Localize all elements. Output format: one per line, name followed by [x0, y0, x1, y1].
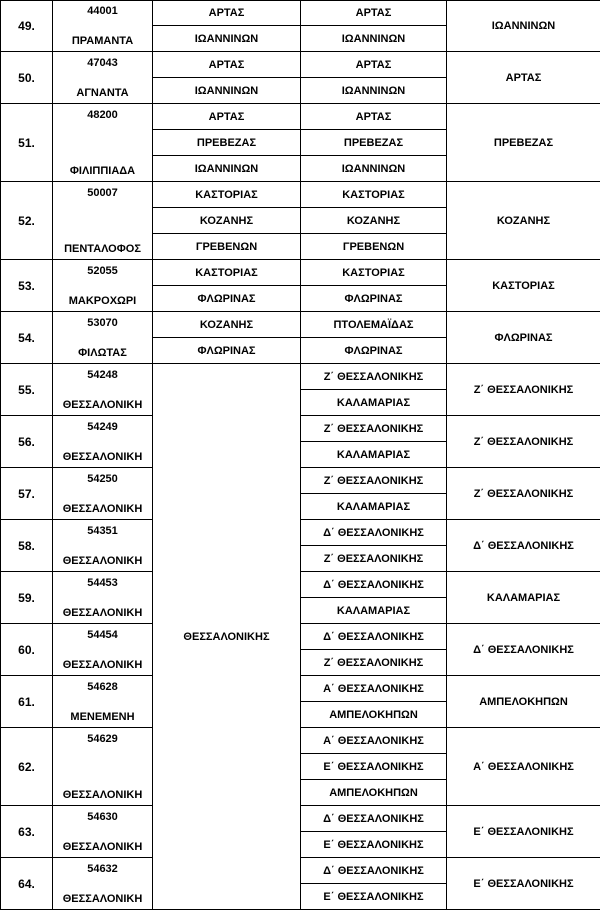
- sub-office-left: ΙΩΑΝΝΙΝΩΝ: [153, 26, 301, 52]
- location-gap: [53, 277, 152, 295]
- sub-office-right: Δ΄ ΘΕΣΣΑΛΟΝΙΚΗΣ: [301, 520, 447, 546]
- sub-office-left: ΚΟΖΑΝΗΣ: [153, 312, 301, 338]
- town-name: ΘΕΣΣΑΛΟΝΙΚΗ: [53, 841, 152, 853]
- responsible-office: ΠΡΕΒΕΖΑΣ: [447, 104, 600, 182]
- entry-number: 49.: [1, 1, 53, 52]
- location-gap: [53, 745, 152, 789]
- entry-number: 51.: [1, 104, 53, 182]
- entry-number: 58.: [1, 520, 53, 572]
- postal-code: 54630: [53, 811, 152, 823]
- town-name: ΘΕΣΣΑΛΟΝΙΚΗ: [53, 659, 152, 671]
- table-row: [1, 1, 600, 26]
- postal-code: 54629: [53, 733, 152, 745]
- entry-number: 57.: [1, 468, 53, 520]
- sub-office-left: ΑΡΤΑΣ: [153, 104, 301, 130]
- sub-office-right: ΚΑΛΑΜΑΡΙΑΣ: [301, 390, 447, 416]
- table-row: [1, 572, 600, 598]
- responsible-office: ΦΛΩΡΙΝΑΣ: [447, 312, 600, 364]
- entry-number: 53.: [1, 260, 53, 312]
- postal-code: 54249: [53, 421, 152, 433]
- sub-office-right: Ζ΄ ΘΕΣΣΑΛΟΝΙΚΗΣ: [301, 650, 447, 676]
- town-name: ΘΕΣΣΑΛΟΝΙΚΗ: [53, 607, 152, 619]
- location-cell: [53, 468, 153, 520]
- location-gap: [53, 433, 152, 451]
- entry-number: 50.: [1, 52, 53, 104]
- location-cell: [53, 182, 153, 260]
- location-gap: [53, 537, 152, 555]
- responsible-office: ΚΑΛΑΜΑΡΙΑΣ: [447, 572, 600, 624]
- location-cell: [53, 364, 153, 416]
- entry-number: 55.: [1, 364, 53, 416]
- sub-office-right: ΙΩΑΝΝΙΝΩΝ: [301, 156, 447, 182]
- responsible-office: ΙΩΑΝΝΙΝΩΝ: [447, 1, 600, 52]
- location-cell: [53, 260, 153, 312]
- town-name: ΠΕΝΤΑΛΟΦΟΣ: [53, 243, 152, 255]
- sub-office-left: ΚΟΖΑΝΗΣ: [153, 208, 301, 234]
- location-cell: [53, 806, 153, 858]
- sub-office-left: ΚΑΣΤΟΡΙΑΣ: [153, 182, 301, 208]
- sub-office-right: Ζ΄ ΘΕΣΣΑΛΟΝΙΚΗΣ: [301, 468, 447, 494]
- sub-office-right: Δ΄ ΘΕΣΣΑΛΟΝΙΚΗΣ: [301, 806, 447, 832]
- responsible-office: Δ΄ ΘΕΣΣΑΛΟΝΙΚΗΣ: [447, 624, 600, 676]
- postal-code: 54453: [53, 577, 152, 589]
- location-cell: [53, 676, 153, 728]
- table-row: [1, 52, 600, 78]
- sub-office-left: ΙΩΑΝΝΙΝΩΝ: [153, 78, 301, 104]
- table-row: [1, 806, 600, 832]
- responsible-office: Ε΄ ΘΕΣΣΑΛΟΝΙΚΗΣ: [447, 806, 600, 858]
- town-name: ΘΕΣΣΑΛΟΝΙΚΗ: [53, 789, 152, 801]
- location-gap: [53, 199, 152, 243]
- responsible-office: Ζ΄ ΘΕΣΣΑΛΟΝΙΚΗΣ: [447, 416, 600, 468]
- location-gap: [53, 17, 152, 35]
- postal-code: 48200: [53, 109, 152, 121]
- sub-office-right: Α΄ ΘΕΣΣΑΛΟΝΙΚΗΣ: [301, 676, 447, 702]
- location-cell: [53, 572, 153, 624]
- postal-code: 44001: [53, 5, 152, 17]
- sub-office-right: ΚΟΖΑΝΗΣ: [301, 208, 447, 234]
- sub-office-right: Δ΄ ΘΕΣΣΑΛΟΝΙΚΗΣ: [301, 858, 447, 884]
- town-name: ΘΕΣΣΑΛΟΝΙΚΗ: [53, 893, 152, 905]
- sub-office-left: ΠΡΕΒΕΖΑΣ: [153, 130, 301, 156]
- sub-office-right: ΑΡΤΑΣ: [301, 1, 447, 26]
- sub-office-right: ΑΜΠΕΛΟΚΗΠΩΝ: [301, 702, 447, 728]
- location-gap: [53, 381, 152, 399]
- sub-office-right: Ζ΄ ΘΕΣΣΑΛΟΝΙΚΗΣ: [301, 546, 447, 572]
- sub-office-right: Ζ΄ ΘΕΣΣΑΛΟΝΙΚΗΣ: [301, 416, 447, 442]
- table-row: [1, 624, 600, 650]
- town-name: ΘΕΣΣΑΛΟΝΙΚΗ: [53, 503, 152, 515]
- table-row: [1, 520, 600, 546]
- sub-office-right: Δ΄ ΘΕΣΣΑΛΟΝΙΚΗΣ: [301, 624, 447, 650]
- sub-office-left: ΙΩΑΝΝΙΝΩΝ: [153, 156, 301, 182]
- table-row: [1, 468, 600, 494]
- location-cell: [53, 1, 153, 52]
- postal-code: 54250: [53, 473, 152, 485]
- sub-office-right: Δ΄ ΘΕΣΣΑΛΟΝΙΚΗΣ: [301, 572, 447, 598]
- location-gap: [53, 589, 152, 607]
- responsible-office: Ε΄ ΘΕΣΣΑΛΟΝΙΚΗΣ: [447, 858, 600, 910]
- entry-number: 52.: [1, 182, 53, 260]
- table-row: [1, 416, 600, 442]
- table-body: [1, 1, 600, 910]
- town-name: ΑΓΝΑΝΤΑ: [53, 87, 152, 99]
- table-row: [1, 676, 600, 702]
- sub-office-right: ΚΑΛΑΜΑΡΙΑΣ: [301, 442, 447, 468]
- table-row: [1, 182, 600, 208]
- sub-office-right: Ε΄ ΘΕΣΣΑΛΟΝΙΚΗΣ: [301, 754, 447, 780]
- sub-office-right: ΠΡΕΒΕΖΑΣ: [301, 130, 447, 156]
- town-name: ΜΑΚΡΟΧΩΡΙ: [53, 295, 152, 307]
- town-name: ΘΕΣΣΑΛΟΝΙΚΗ: [53, 451, 152, 463]
- responsible-office: ΚΟΖΑΝΗΣ: [447, 182, 600, 260]
- sub-office-right: Ζ΄ ΘΕΣΣΑΛΟΝΙΚΗΣ: [301, 364, 447, 390]
- responsible-office: Ζ΄ ΘΕΣΣΑΛΟΝΙΚΗΣ: [447, 364, 600, 416]
- postal-code: 54248: [53, 369, 152, 381]
- location-gap: [53, 69, 152, 87]
- sub-office-right: ΙΩΑΝΝΙΝΩΝ: [301, 26, 447, 52]
- postal-code: 54632: [53, 863, 152, 875]
- sub-office-right: ΑΡΤΑΣ: [301, 104, 447, 130]
- sub-office-right: ΚΑΛΑΜΑΡΙΑΣ: [301, 494, 447, 520]
- table-row: [1, 364, 600, 390]
- table-row: [1, 260, 600, 286]
- entry-number: 64.: [1, 858, 53, 910]
- sub-office-left: ΓΡΕΒΕΝΩΝ: [153, 234, 301, 260]
- sub-office-left: ΚΑΣΤΟΡΙΑΣ: [153, 260, 301, 286]
- town-name: ΜΕΝΕΜΕΝΗ: [53, 711, 152, 723]
- sub-office-right: ΙΩΑΝΝΙΝΩΝ: [301, 78, 447, 104]
- location-cell: [53, 858, 153, 910]
- location-cell: [53, 728, 153, 806]
- location-gap: [53, 121, 152, 165]
- entry-number: 56.: [1, 416, 53, 468]
- sub-office-right: ΓΡΕΒΕΝΩΝ: [301, 234, 447, 260]
- responsible-office: Δ΄ ΘΕΣΣΑΛΟΝΙΚΗΣ: [447, 520, 600, 572]
- location-gap: [53, 641, 152, 659]
- location-gap: [53, 329, 152, 347]
- sub-office-right: ΚΑΣΤΟΡΙΑΣ: [301, 182, 447, 208]
- postal-code: 47043: [53, 57, 152, 69]
- town-name: ΘΕΣΣΑΛΟΝΙΚΗ: [53, 399, 152, 411]
- town-name: ΘΕΣΣΑΛΟΝΙΚΗ: [53, 555, 152, 567]
- entry-number: 61.: [1, 676, 53, 728]
- location-cell: [53, 52, 153, 104]
- postal-code: 53070: [53, 317, 152, 329]
- location-gap: [53, 875, 152, 893]
- sub-office-left: ΦΛΩΡΙΝΑΣ: [153, 338, 301, 364]
- postal-code: 50007: [53, 187, 152, 199]
- sub-office-right: ΦΛΩΡΙΝΑΣ: [301, 286, 447, 312]
- sub-office-left: ΑΡΤΑΣ: [153, 52, 301, 78]
- table-row: [1, 858, 600, 884]
- entry-number: 63.: [1, 806, 53, 858]
- location-gap: [53, 485, 152, 503]
- location-cell: [53, 416, 153, 468]
- entry-number: 62.: [1, 728, 53, 806]
- responsible-office: ΑΜΠΕΛΟΚΗΠΩΝ: [447, 676, 600, 728]
- sub-office-right: Α΄ ΘΕΣΣΑΛΟΝΙΚΗΣ: [301, 728, 447, 754]
- postal-code: 54628: [53, 681, 152, 693]
- postal-code: 54454: [53, 629, 152, 641]
- town-name: ΠΡΑΜΑΝΤΑ: [53, 35, 152, 47]
- sub-office-right: ΚΑΛΑΜΑΡΙΑΣ: [301, 598, 447, 624]
- table-row: [1, 312, 600, 338]
- sub-office-right: ΚΑΣΤΟΡΙΑΣ: [301, 260, 447, 286]
- sub-office-right: ΠΤΟΛΕΜΑΪΔΑΣ: [301, 312, 447, 338]
- table-row: [1, 104, 600, 130]
- location-cell: [53, 520, 153, 572]
- table-row: [1, 728, 600, 754]
- sub-office-right: ΦΛΩΡΙΝΑΣ: [301, 338, 447, 364]
- entry-number: 60.: [1, 624, 53, 676]
- sub-office-right: Ε΄ ΘΕΣΣΑΛΟΝΙΚΗΣ: [301, 884, 447, 910]
- responsible-office: ΑΡΤΑΣ: [447, 52, 600, 104]
- postal-code: 54351: [53, 525, 152, 537]
- location-gap: [53, 693, 152, 711]
- postal-code: 52055: [53, 265, 152, 277]
- sub-office-left: ΑΡΤΑΣ: [153, 1, 301, 26]
- sub-office-right: ΑΜΠΕΛΟΚΗΠΩΝ: [301, 780, 447, 806]
- entry-number: 59.: [1, 572, 53, 624]
- location-gap: [53, 823, 152, 841]
- town-name: ΦΙΛΙΠΠΙΑΔΑ: [53, 165, 152, 177]
- location-cell: [53, 312, 153, 364]
- responsible-office: ΚΑΣΤΟΡΙΑΣ: [447, 260, 600, 312]
- location-cell: [53, 624, 153, 676]
- sub-office-right: Ε΄ ΘΕΣΣΑΛΟΝΙΚΗΣ: [301, 832, 447, 858]
- entry-number: 54.: [1, 312, 53, 364]
- prefecture-merged: ΘΕΣΣΑΛΟΝΙΚΗΣ: [153, 364, 301, 910]
- responsible-office: Ζ΄ ΘΕΣΣΑΛΟΝΙΚΗΣ: [447, 468, 600, 520]
- sub-office-left: ΦΛΩΡΙΝΑΣ: [153, 286, 301, 312]
- responsible-office: Α΄ ΘΕΣΣΑΛΟΝΙΚΗΣ: [447, 728, 600, 806]
- town-name: ΦΙΛΩΤΑΣ: [53, 347, 152, 359]
- location-cell: [53, 104, 153, 182]
- sub-office-right: ΑΡΤΑΣ: [301, 52, 447, 78]
